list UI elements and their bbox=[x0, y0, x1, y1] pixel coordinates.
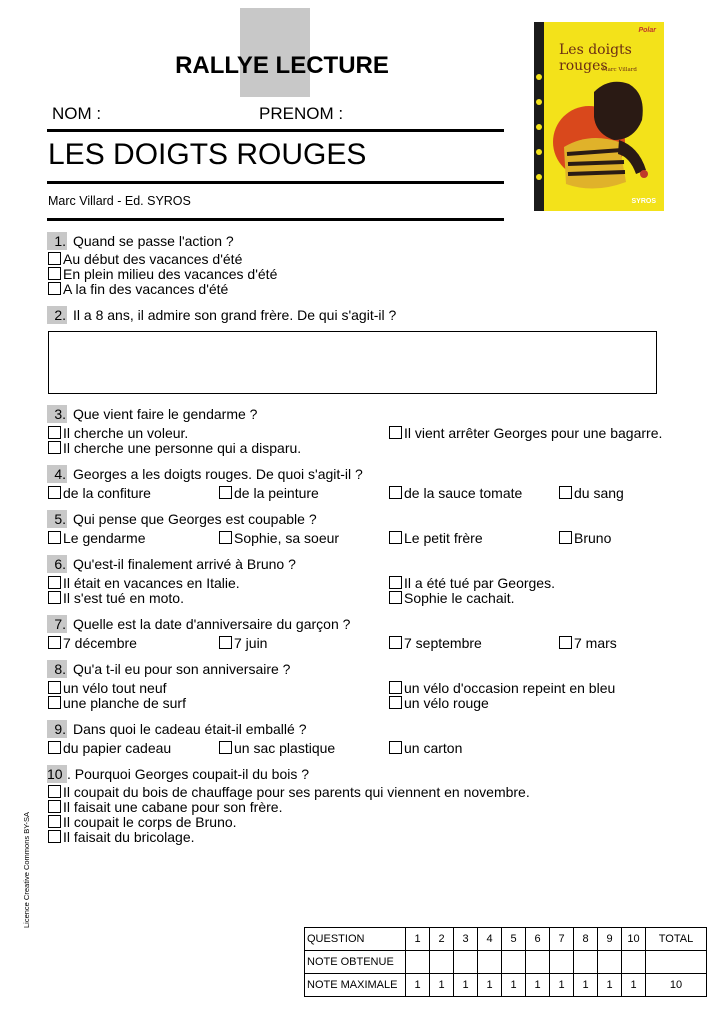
divider bbox=[47, 129, 504, 132]
cover-brand: Polar bbox=[638, 27, 656, 34]
author-line: Marc Villard - Ed. SYROS bbox=[48, 194, 191, 208]
option-checkbox[interactable]: Il faisait une cabane pour son frère. bbox=[48, 799, 282, 815]
question-7: 7. Quelle est la date d'anniversaire du garçon ? bbox=[47, 615, 350, 633]
row-header: NOTE OBTENUE bbox=[305, 951, 406, 974]
option-checkbox[interactable]: Il cherche une personne qui a disparu. bbox=[48, 440, 301, 456]
option-checkbox[interactable]: de la confiture bbox=[48, 485, 151, 501]
option-checkbox[interactable]: du papier cadeau bbox=[48, 740, 171, 756]
checkbox-icon bbox=[48, 486, 61, 499]
prenom-label: PRENOM : bbox=[259, 104, 344, 123]
cover-title: Les doigts rouges bbox=[559, 42, 632, 74]
option-checkbox[interactable]: Sophie, sa soeur bbox=[219, 530, 339, 546]
option-checkbox[interactable]: Bruno bbox=[559, 530, 611, 546]
cover-publisher: SYROS bbox=[631, 198, 656, 205]
checkbox-icon bbox=[48, 636, 61, 649]
option-checkbox[interactable]: 7 décembre bbox=[48, 635, 137, 651]
option-checkbox[interactable]: Il a été tué par Georges. bbox=[389, 575, 555, 591]
option-checkbox[interactable]: un sac plastique bbox=[219, 740, 335, 756]
question-9: 9. Dans quoi le cadeau était-il emballé ? bbox=[47, 720, 306, 738]
question-4: 4. Georges a les doigts rouges. De quoi s'agit-il ? bbox=[47, 465, 363, 483]
option-checkbox[interactable]: En plein milieu des vacances d'été bbox=[48, 266, 277, 282]
checkbox-icon bbox=[48, 267, 61, 280]
option-checkbox[interactable]: Il vient arrêter Georges pour une bagarre. bbox=[389, 425, 662, 441]
divider bbox=[47, 218, 504, 221]
checkbox-icon bbox=[389, 576, 402, 589]
checkbox-icon bbox=[389, 741, 402, 754]
option-checkbox[interactable]: une planche de surf bbox=[48, 695, 186, 711]
checkbox-icon bbox=[219, 636, 232, 649]
checkbox-icon bbox=[219, 531, 232, 544]
license-text: Licence Creative Commons BY-SA bbox=[22, 811, 31, 928]
checkbox-icon bbox=[48, 741, 61, 754]
checkbox-icon bbox=[219, 741, 232, 754]
option-checkbox[interactable]: Il était en vacances en Italie. bbox=[48, 575, 240, 591]
option-checkbox[interactable]: Sophie le cachait. bbox=[389, 590, 515, 606]
question-3: 3. Que vient faire le gendarme ? bbox=[47, 405, 257, 423]
row-header: NOTE MAXIMALE bbox=[305, 974, 406, 997]
checkbox-icon bbox=[48, 441, 61, 454]
option-checkbox[interactable]: un carton bbox=[389, 740, 462, 756]
option-checkbox[interactable]: 7 mars bbox=[559, 635, 617, 651]
cover-author: Marc Villard bbox=[602, 67, 637, 73]
checkbox-icon bbox=[389, 591, 402, 604]
question-5: 5. Qui pense que Georges est coupable ? bbox=[47, 510, 317, 528]
checkbox-icon bbox=[48, 800, 61, 813]
option-checkbox[interactable]: du sang bbox=[559, 485, 624, 501]
checkbox-icon bbox=[389, 636, 402, 649]
checkbox-icon bbox=[559, 531, 572, 544]
checkbox-icon bbox=[389, 426, 402, 439]
question-1: 1. Quand se passe l'action ? bbox=[47, 232, 234, 250]
option-checkbox[interactable]: 7 septembre bbox=[389, 635, 482, 651]
checkbox-icon bbox=[389, 681, 402, 694]
question-8: 8. Qu'a t-il eu pour son anniversaire ? bbox=[47, 660, 290, 678]
divider bbox=[47, 181, 504, 184]
book-cover-image bbox=[534, 22, 664, 211]
option-checkbox[interactable]: 7 juin bbox=[219, 635, 267, 651]
answer-box[interactable] bbox=[48, 331, 657, 394]
option-checkbox[interactable]: de la peinture bbox=[219, 485, 319, 501]
option-checkbox[interactable]: un vélo rouge bbox=[389, 695, 489, 711]
option-checkbox[interactable]: A la fin des vacances d'été bbox=[48, 281, 228, 297]
table-row bbox=[305, 951, 707, 974]
score-table bbox=[304, 927, 707, 997]
checkbox-icon bbox=[389, 531, 402, 544]
option-checkbox[interactable]: Il faisait du bricolage. bbox=[48, 829, 195, 845]
question-10: 10 . Pourquoi Georges coupait-il du bois ? bbox=[47, 766, 310, 782]
option-checkbox[interactable]: Le gendarme bbox=[48, 530, 146, 546]
option-checkbox[interactable]: un vélo d'occasion repeint en bleu bbox=[389, 680, 615, 696]
option-checkbox[interactable]: Il coupait le corps de Bruno. bbox=[48, 814, 237, 830]
page-title: RALLYE LECTURE bbox=[175, 52, 389, 79]
checkbox-icon bbox=[559, 636, 572, 649]
nom-label: NOM : bbox=[52, 104, 102, 123]
option-checkbox[interactable]: Il cherche un voleur. bbox=[48, 425, 188, 441]
option-checkbox[interactable]: Au début des vacances d'été bbox=[48, 251, 242, 267]
checkbox-icon bbox=[48, 591, 61, 604]
checkbox-icon bbox=[48, 696, 61, 709]
book-title: LES DOIGTS ROUGES bbox=[48, 138, 367, 171]
checkbox-icon bbox=[48, 576, 61, 589]
table-row: NOTE MAXIMALE 1 1 1 1 1 1 1 1 1 1 10 bbox=[305, 974, 707, 997]
option-checkbox[interactable]: Le petit frère bbox=[389, 530, 483, 546]
table-row: QUESTION 1 2 3 4 5 6 7 8 9 10 TOTAL bbox=[305, 928, 707, 951]
row-header: QUESTION bbox=[305, 928, 406, 951]
checkbox-icon bbox=[389, 696, 402, 709]
checkbox-icon bbox=[48, 252, 61, 265]
question-6: 6. Qu'est-il finalement arrivé à Bruno ? bbox=[47, 555, 296, 573]
option-checkbox[interactable]: Il s'est tué en moto. bbox=[48, 590, 184, 606]
option-checkbox[interactable]: un vélo tout neuf bbox=[48, 680, 167, 696]
checkbox-icon bbox=[48, 815, 61, 828]
checkbox-icon bbox=[48, 830, 61, 843]
checkbox-icon bbox=[559, 486, 572, 499]
option-checkbox[interactable]: Il coupait du bois de chauffage pour ses parents qui viennent en novembre. bbox=[48, 784, 530, 800]
checkbox-icon bbox=[48, 531, 61, 544]
checkbox-icon bbox=[48, 282, 61, 295]
checkbox-icon bbox=[48, 785, 61, 798]
checkbox-icon bbox=[389, 486, 402, 499]
checkbox-icon bbox=[48, 681, 61, 694]
checkbox-icon bbox=[48, 426, 61, 439]
option-checkbox[interactable]: de la sauce tomate bbox=[389, 485, 522, 501]
checkbox-icon bbox=[219, 486, 232, 499]
question-2: 2. Il a 8 ans, il admire son grand frère. De qui s'agit-il ? bbox=[47, 306, 396, 324]
